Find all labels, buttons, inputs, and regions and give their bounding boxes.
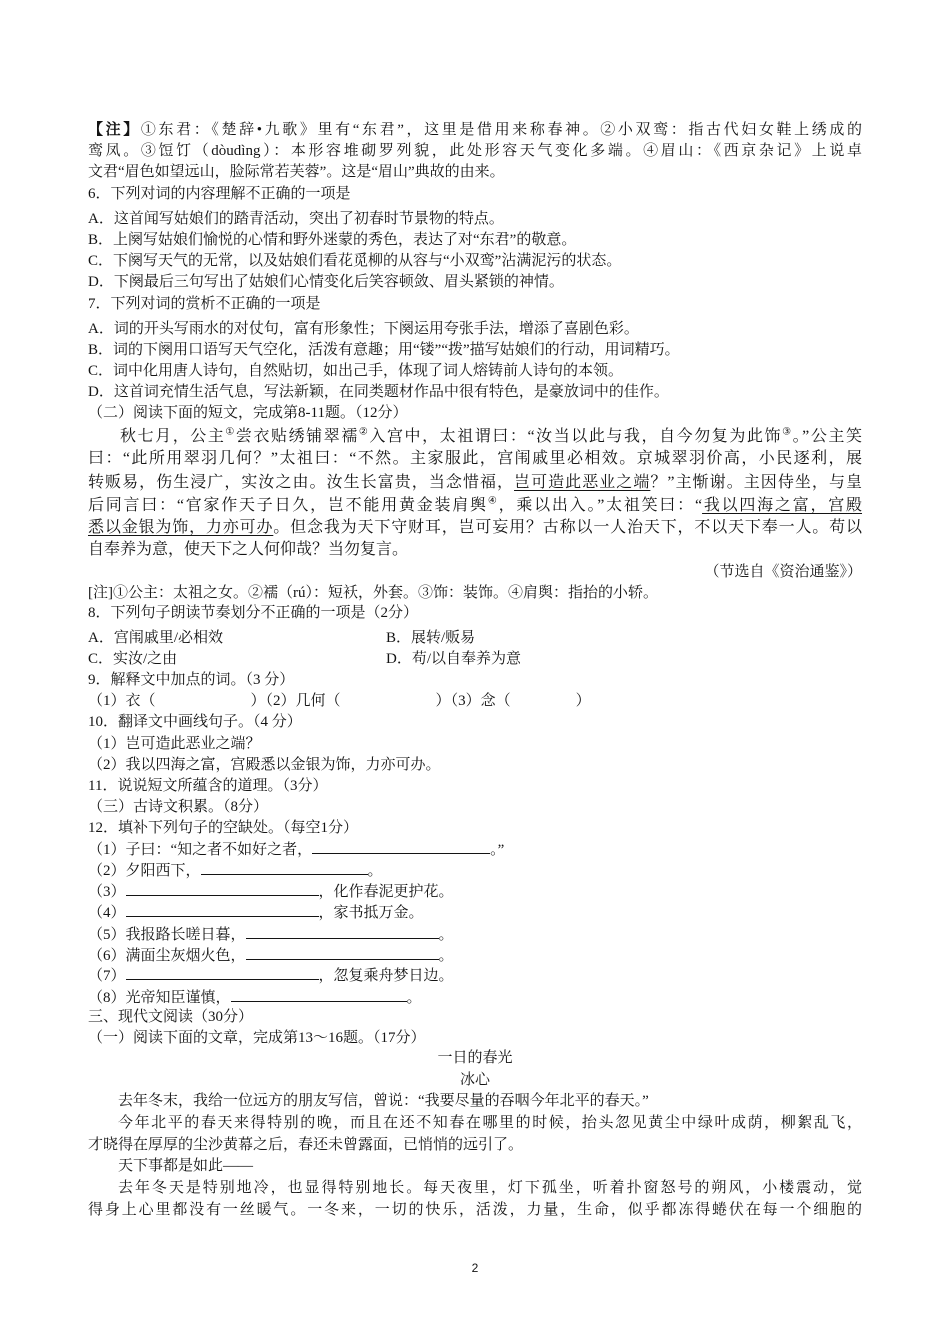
q9-bracket: ） [250,693,266,709]
q8-option-a: A．宫闱戚里/必相效 [88,630,224,646]
blank-suffix: 。 [438,948,454,964]
q12-item-3 [88,880,862,903]
passage-line: 自奉养为意，使天下之人何仰哉？当勿复言。 [88,541,409,558]
question-7-stem: 7．下列对词的赏析不正确的一项是 [88,296,321,312]
section-2-heading: （二）阅读下面的短文，完成第8-11题。（12分） [88,405,408,421]
q12-item-2 [88,859,862,882]
fill-blank [246,944,439,960]
question-11-stem: 11．说说短文所蕴含的道理。（3分） [88,778,328,794]
q12-item-7 [88,964,862,987]
poem-note-line [88,120,862,141]
q8-option-b: B．展转/贩易 [386,630,476,646]
q10-item-2: （2）我以四海之富，宫殿悉以金银为饰，力亦可办。 [88,757,441,773]
passage-line [88,425,862,448]
question-12-stem: 12．填补下列句子的空缺处。（每空1分） [88,820,359,836]
part-3-heading: 三、现代文阅读（30分） [88,1009,254,1025]
footnote-mark: ④ [487,495,499,507]
article-line: 今年北平的春天来得特别的晚，而且在还不知春在哪里的时候，抬头忽见黄尘中绿叶成荫，柳絮乱飞， [118,1115,862,1131]
q12-item-4 [88,901,862,924]
question-6-stem: 6．下列对词的内容理解不正确的一项是 [88,186,351,202]
fill-blank [126,901,319,917]
q6-option-d: D．下阕最后三句写出了姑娘们心情变化后笑容顿敛、眉头紧锁的神情。 [88,274,564,290]
q6-option-b: B．上阕写姑娘们愉悦的心情和野外迷蒙的秀色，表达了对“东君”的敬意。 [88,232,577,248]
article-author: 冰心 [459,1072,490,1088]
blank-prefix: （4） [88,905,126,921]
q12-item-8 [88,986,862,1009]
page-number: 2 [471,1261,479,1275]
question-9-stem: 9．解释文中加点的词。（3 分） [88,672,295,688]
article-title: 一日的春光 [437,1050,513,1066]
footnote-mark: ③ [782,426,793,438]
fill-blank [126,880,319,896]
blank-suffix: 。 [406,990,422,1006]
part-3-sub-heading: （一）阅读下面的文章，完成第13～16题。（17分） [88,1030,426,1046]
q8-option-c: C．实汝/之由 [88,651,178,667]
passage-text: 。但念我为天下守财耳，岂可妄用？古称以一人治天下，不以天下奉一人。苟以 [273,519,862,536]
passage-line [88,494,862,517]
article-line: 去年冬末，我给一位远方的朋友写信，曾说：“我要尽量的吞咽今年北平的春天。” [118,1093,649,1109]
blank-prefix: （2）夕阳西下， [88,863,201,879]
underlined-sentence: 岂可造此恶业之端 [514,474,651,491]
question-8-stem: 8．下列句子朗读节奏划分不正确的一项是（2分） [88,605,419,621]
q7-option-c: C．词中化用唐人诗句，自然贴切，如出己手，体现了词人熔铸前人诗句的本领。 [88,363,624,379]
article-line: 去年冬天是特别地冷，也显得特别地长。每天夜里，灯下孤坐，听着扑窗怒号的朔风，小楼震动，觉 [118,1180,862,1196]
passage-text: 尝衣贴绣铺翠襦 [235,428,359,445]
q10-item-1: （1）岂可造此恶业之端？ [88,736,261,752]
fill-blank [126,964,319,980]
q9-bracket: ） [575,693,591,709]
blank-suffix: ，化作春泥更护花。 [318,884,454,900]
passage-text: 转贩易，伤生浸广，实汝之由。汝生长富贵，当念惜福， [88,474,515,491]
fill-blank [312,838,490,854]
blank-prefix: （5）我报路长嗟日暮， [88,927,246,943]
passage-line [88,471,862,494]
q12-item-1 [88,838,862,861]
q7-option-d: D．这首词充情生活气息，写法新颖，在同类题材作品中很有特色，是豪放词中的佳作。 [88,384,669,400]
note-text: ①东君：《楚辞•九歌》里有“东君”，这里是借用来称春神。②小双鸾：指古代妇女鞋上绣成的 [140,122,862,138]
passage-text: 秋七月，公主 [120,428,226,445]
blank-prefix: （8）光帝知臣谨慎， [88,990,231,1006]
q6-option-a: A．这首闻写姑娘们的踏青活动，突出了初春时节景物的特点。 [88,211,504,227]
q9-item-3: （3）念（ [450,693,511,709]
blank-prefix: （7） [88,968,126,984]
q9-item-1: （1）衣（ [88,693,156,709]
article-line: 得身上心里都没有一丝暖气。一冬来，一切的快乐，活泼，力量，生命，似乎都冻得蜷伏在每一个细胞的 [88,1202,862,1218]
poem-note-line: 鸾凤。③饾饤（dòudìng）：本形容堆砌罗列貌，此处形容天气变化多端。④眉山：《西京杂记》上说卓 [88,143,862,159]
passage-note: [注]①公主：太祖之女。②襦（rú）：短袄，外套。③饰：装饰。④肩舆：指抬的小轿。 [88,585,658,601]
blank-suffix: 。” [490,842,505,858]
blank-suffix: 。 [438,927,454,943]
underlined-sentence: 悉以金银为饰，力亦可办 [88,519,274,536]
article-line: 才晓得在厚厚的尘沙黄幕之后，春还未曾露面，已悄悄的远引了。 [88,1137,524,1153]
q9-answer-line [88,691,862,712]
passage-text: 后同言曰：“官家作天子日久，岂不能用黄金装肩舆 [88,497,488,514]
q9-bracket: ） [435,693,451,709]
blank-suffix: 。 [367,863,383,879]
q7-option-a: A．词的开头写雨水的对仗句，富有形象性；下阕运用夸张手法，增添了喜剧色彩。 [88,321,639,337]
q12-item-5 [88,923,862,946]
passage-line [88,516,862,539]
passage-source: （节选自《资治通鉴》） [704,564,862,580]
q6-option-c: C．下阕写天气的无常，以及姑娘们看花觅柳的从容与“小双鸾”沾满泥污的状态。 [88,253,622,269]
passage-text: 入宫中，太祖谓曰：“汝当以此与我，自今勿复为此饰 [369,428,783,445]
passage-text: ？”主惭谢。主因侍坐，与皇 [650,474,862,491]
blank-prefix: （3） [88,884,126,900]
passage-text: 。”公主笑 [792,428,862,445]
article-line: 天下事都是如此—— [118,1158,254,1174]
q8-option-d: D．苟/以自奉养为意 [386,651,522,667]
q9-item-2: （2）几何（ [265,693,341,709]
passage-text: ，乘以出入。”太祖笑曰：“ [498,497,703,514]
section-3-heading: （三）古诗文积累。（8分） [88,799,269,815]
passage-line: 曰：“此所用翠羽几何？”太祖曰：“不然。主家服此，宫闱戚里必相效。京城翠羽价高，小民逐利，展 [88,450,862,467]
underlined-sentence: 我以四海之富，宫殿 [702,497,863,514]
fill-blank [246,923,439,939]
fill-blank [231,986,407,1002]
q7-option-b: B．词的下阕用口语写天气空化，活泼有意趣；用“镂”“拨”描写姑娘们的行动，用词精巧。 [88,342,680,358]
poem-note-line: 文君“眉色如望远山，脸际常若芙蓉”。这是“眉山”典故的由来。 [88,164,505,180]
fill-blank [201,859,368,875]
blank-suffix: ，家书抵万金。 [318,905,424,921]
footnote-mark: ② [358,426,370,438]
blank-prefix: （1）子曰：“知之者不如好之者， [88,842,313,858]
blank-suffix: ，忽复乘舟梦日边。 [318,968,454,984]
question-10-stem: 10．翻译文中画线句子。（4 分） [88,714,302,730]
blank-prefix: （6）满面尘灰烟火色， [88,948,246,964]
footnote-mark: ① [225,426,236,438]
note-label: 【注】 [88,122,141,138]
